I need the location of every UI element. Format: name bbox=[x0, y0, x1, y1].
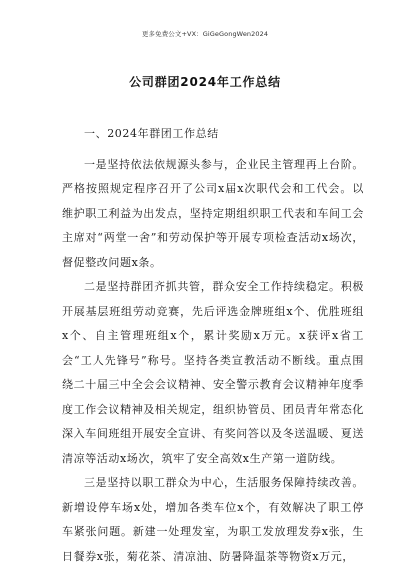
paragraph-3: 三是坚持以职工群众为中心，生活服务保障持续改善。新增设停车场x处，增加各类车位x个，有效解决了职工停车紧张问题。新建一处理发室，为职工发放理发券x张，生日餐券x张，菊花茶、清凉油、防暑降温茶等物资x万元， bbox=[62, 476, 364, 563]
document-body bbox=[62, 122, 364, 569]
paragraph-1: 一是坚持依法依规源头参与，企业民主管理再上台阶。严格按照规定程序召开了公司x届x次职代会和工代会。以维护职工利益为出发点，坚持定期组织职工代表和车间工会主席对“两堂一舍”和劳动保护等开展专项检查活动x场次，督促整改问题x条。 bbox=[62, 157, 364, 269]
document-title: 公司群团2024年工作总结 bbox=[129, 75, 281, 89]
header-note: 更多免费公文+VX：GiGeGongWen2024 bbox=[141, 30, 269, 38]
section-heading: 一、2024年群团工作总结 bbox=[84, 127, 219, 140]
paragraph-2: 二是坚持群团齐抓共管，群众安全工作持续稳定。积极开展基层班组劳动竞赛，先后评选金牌班组x个、优胜班组x个、自主管理班组x个，累计奖励x万元。x获评x省工会“工人先锋号”称号。坚持各类宣教活动不断线。重点围绕二十届三中全会会议精神、安全警示教育会议精神年度季度工作会议精神及相关规定，组织协管员、团员青年常态化深入车间班组开展安全宣讲、有奖问答以及冬送温暖、夏送清凉等活动x场次，筑牢了安全高效x生产第一道防线。 bbox=[62, 280, 364, 465]
